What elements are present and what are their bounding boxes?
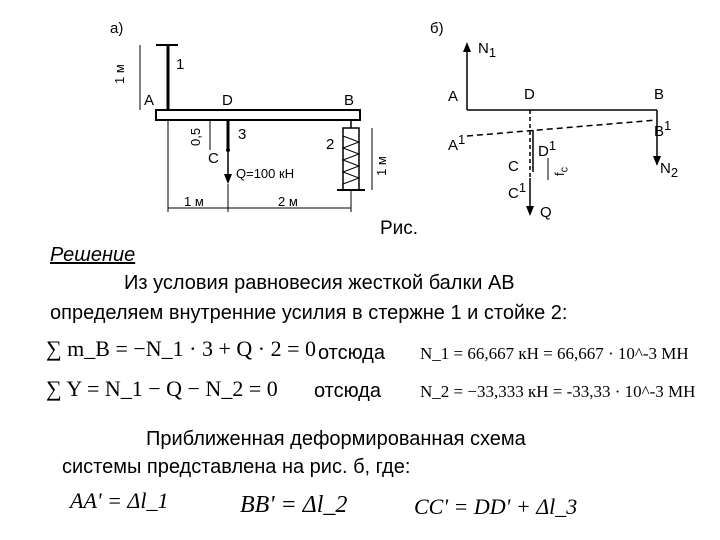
deformation-aa: AA' = Δl_1 — [70, 488, 169, 513]
paragraph1-line2: определяем внутренние усилия в стержне 1 и стойке 2: — [50, 302, 568, 324]
figure-a-label: а) — [110, 20, 124, 37]
b-point-a-label: A — [448, 88, 459, 105]
point-d-label: D — [222, 92, 233, 109]
a1-sup: 1 — [458, 132, 466, 147]
b-point-d-label: D — [524, 86, 535, 103]
paragraph2-line2: системы представлена на рис. б, где: — [62, 456, 411, 478]
b-point-b-label: B — [654, 86, 665, 103]
c1-sup: 1 — [518, 180, 527, 195]
point-c-label: C — [208, 150, 219, 167]
n1-sub: 1 — [488, 45, 497, 60]
result-n2: N_2 = −33,333 кН = -33,33 · 10^-3 МН — [420, 382, 696, 401]
dim-bottom-1m: 1 м — [184, 194, 204, 209]
b1-sup: 1 — [664, 118, 672, 133]
b-q-label: Q — [540, 204, 552, 221]
q-arrowhead — [526, 206, 534, 216]
beam-deformed — [467, 120, 657, 136]
d1-sup: 1 — [548, 138, 557, 153]
solution-heading: Решение — [50, 244, 136, 266]
deformation-cc: CC' = DD' + Δl_3 — [414, 494, 578, 519]
dim-1m-left: 1 м — [112, 64, 127, 84]
b-point-c-label: C — [508, 158, 519, 175]
b-point-c1-label: $C^1$ — [508, 180, 527, 202]
result-n1: N_1 = 66,667 кН = 66,667 · 10^-3 МН — [420, 344, 689, 363]
dim-1m-right: 1 м — [374, 156, 389, 176]
n2-label: $N_2$ — [660, 160, 679, 180]
b-point-b1-label: $B^1$ — [654, 118, 672, 140]
load-q-label: Q=100 кН — [236, 166, 295, 181]
figure-caption: Рис. — [380, 218, 419, 239]
fc-label: $f_c$ — [552, 166, 571, 176]
equation-moment: ∑ m_B = −N_1 · 3 + Q · 2 = 0 — [46, 336, 317, 361]
figure-a — [0, 0, 420, 240]
paragraph2-line1: Приближенная деформированная схема — [146, 428, 526, 450]
hence-label-1: отсюда — [318, 342, 385, 364]
support2-label: 2 — [326, 136, 335, 153]
point-a-label: A — [144, 92, 155, 109]
dim-bottom-2m: 2 м — [278, 194, 298, 209]
load-q-arrowhead — [224, 174, 232, 184]
n2-sub: 2 — [670, 165, 679, 180]
paragraph1-line1: Из условия равновесия жесткой балки АВ — [124, 272, 515, 294]
b-point-d1-label: $D^1$ — [538, 138, 557, 160]
b-point-a1-label: $A^1$ — [448, 132, 466, 154]
point-b-label: B — [344, 92, 355, 109]
n1-arrowhead — [463, 42, 471, 52]
rod1-label: 1 — [176, 56, 185, 73]
n1-label: $N_1$ — [478, 40, 497, 60]
deformation-bb: BB' = Δl_2 — [240, 492, 348, 518]
equation-force: ∑ Y = N_1 − Q − N_2 = 0 — [46, 376, 278, 401]
beam-ab — [156, 110, 360, 120]
figure-b-label: б) — [430, 20, 444, 37]
dim-05-label: 0,5 — [188, 127, 203, 146]
fc-sub: c — [558, 166, 571, 173]
rod3-label: 3 — [238, 126, 247, 143]
hence-label-2: отсюда — [314, 380, 381, 402]
figure-b — [420, 0, 720, 240]
